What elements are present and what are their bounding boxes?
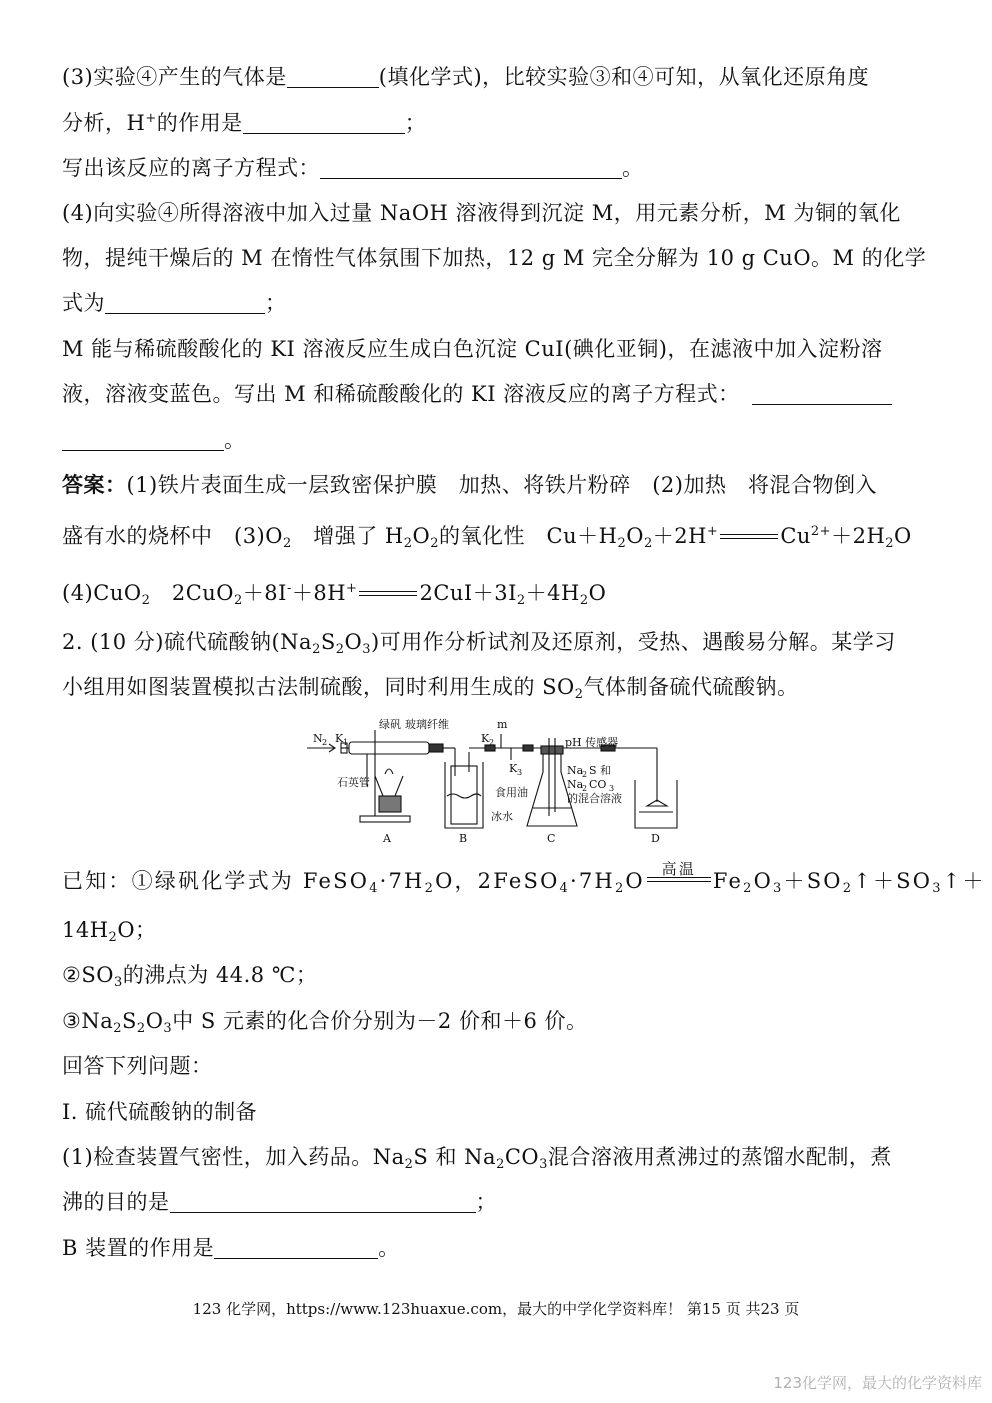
label-k2: K — [481, 732, 490, 745]
sub-2: 2 — [582, 770, 588, 779]
answer-line-1: 答案：(1)铁片表面生成一层致密保护膜 加热、将铁片粉碎 (2)加热 将混合物倒入 — [62, 472, 877, 497]
q2-line-1: 2. (10 分)硫代硫酸钠$(Na_2S_2O_3)$可用作分析试剂及还原剂，受热、遇酸易分解。某学习 — [62, 630, 896, 657]
answer-blank[interactable] — [170, 1190, 476, 1213]
q3-line-2: 分析，H+的作用是 ； — [62, 111, 427, 135]
answer-line-3: (4)CuO$_2$ 2CuO$_2$＋8I-＋8H+ $2CuI+3I_2+4H_2O$ — [62, 581, 607, 608]
label-m: m — [497, 718, 508, 731]
p1-line-1: (1)检查装置气密性，加入药品。$Na_2S$ 和 $Na_2CO_3$混合溶液用煮沸过的蒸馏水配制，煮 — [62, 1145, 892, 1172]
answer-blank[interactable] — [105, 291, 265, 314]
label-B: B — [459, 832, 468, 845]
q4-line-6: 。 — [62, 425, 246, 455]
label-na2co3: Na — [567, 778, 584, 791]
known-line-1: 已知：①绿矾化学式为 $FeSO_4\cdot 7H_2O$，$2FeSO_4\cdot 7H_2O$ 高温 $Fe_2O_3+SO_2↑+SO_3↑+$ — [62, 860, 986, 896]
label-na2s: Na — [567, 764, 584, 777]
known-line-1b: $14H_2O$； — [62, 918, 157, 945]
p1-line-2: 沸的目的是 ； — [62, 1190, 497, 1214]
condition-arrow: 高温 — [647, 868, 711, 890]
answer-blank[interactable] — [243, 111, 405, 134]
answer-blank[interactable] — [62, 428, 224, 451]
q2-line-2: 小组用如图装置模拟古法制硫酸，同时利用生成的 $SO_2$气体制备硫代硫酸钠。 — [62, 675, 799, 702]
equals-sign — [720, 525, 778, 545]
answer-blank[interactable] — [214, 1236, 378, 1259]
label-n2: N — [313, 732, 323, 745]
label-C: C — [547, 832, 556, 845]
label-lvfan: 绿矾 — [379, 718, 401, 731]
q3-line-1: (3)实验④产生的气体是 (填化学式)，比较实验③和④可知，从氧化还原角度 — [62, 65, 870, 89]
sub-1: 1 — [343, 738, 349, 747]
sub-2: 2 — [322, 738, 328, 747]
label-mixed-solution: 的混合溶液 — [567, 792, 622, 805]
label-quartz: 石英管 — [337, 776, 370, 789]
label-na2s-b: S 和 — [589, 764, 612, 777]
answer-line-2: 盛有水的烧杯中 $(3)O_2$ 增强了 $H_2O_2$的氧化性 $Cu+H_2O_2+2H^+$ $Cu^{2+}+2H_2O$ — [62, 524, 912, 551]
label-A: A — [383, 832, 391, 845]
label-D: D — [651, 832, 660, 845]
apparatus-diagram — [305, 716, 685, 848]
q3-line-3: 写出该反应的离子方程式： 。 — [62, 156, 644, 180]
answer-blank[interactable] — [320, 156, 622, 179]
sub-2: 2 — [582, 784, 588, 793]
sub-2: 2 — [489, 738, 495, 747]
label-oil: 食用油 — [495, 786, 528, 799]
watermark: 123化学网，最大的化学资料库 — [773, 1374, 982, 1392]
known-line-2: $②SO_3$的沸点为 44.8 ℃； — [62, 963, 318, 990]
q4-line-4: M 能与稀硫酸酸化的 KI 溶液反应生成白色沉淀 CuI(碘化亚铜)，在滤液中加入淀粉溶 — [62, 337, 883, 361]
equals-sign — [359, 582, 417, 602]
answer-blank[interactable] — [752, 382, 892, 405]
label-glassfiber: 玻璃纤维 — [405, 718, 449, 731]
answer-prompt: 回答下列问题： — [62, 1054, 213, 1078]
answer-blank[interactable] — [287, 65, 379, 88]
section-title: I. 硫代硫酸钠的制备 — [62, 1100, 258, 1124]
label-ice-water: 冰水 — [491, 810, 513, 823]
q4-line-2: 物，提纯干燥后的 M 在惰性气体氛围下加热，12 g M 完全分解为 10 g CuO。M 的化学 — [62, 246, 927, 270]
label-k3: K — [509, 762, 518, 775]
sub-3: 3 — [517, 768, 523, 777]
label-ph-sensor: pH 传感器 — [565, 736, 619, 749]
label-k1: K — [335, 732, 344, 745]
q4-line-3: 式为 ； — [62, 291, 287, 315]
p1-line-3: B 装置的作用是 。 — [62, 1236, 400, 1260]
quartz-tube — [349, 742, 429, 754]
answer-label: 答案： — [62, 472, 127, 497]
sub-3: 3 — [609, 784, 615, 793]
q4-line-5: 液，溶液变蓝色。写出 M 和稀硫酸酸化的 KI 溶液反应的离子方程式： — [62, 379, 892, 409]
page-footer: 123 化学网，https://www.123huaxue.com，最大的中学化学资料库！ 第15 页 共23 页 — [192, 1300, 800, 1318]
known-line-3: $③Na_2S_2O_3$中 S 元素的化合价分别为－2 价和＋6 价。 — [62, 1009, 588, 1036]
q4-line-1: (4)向实验④所得溶液中加入过量 NaOH 溶液得到沉淀 M，用元素分析，M 为铜的氧化 — [62, 201, 901, 225]
label-na2co3-b: CO — [589, 778, 607, 791]
